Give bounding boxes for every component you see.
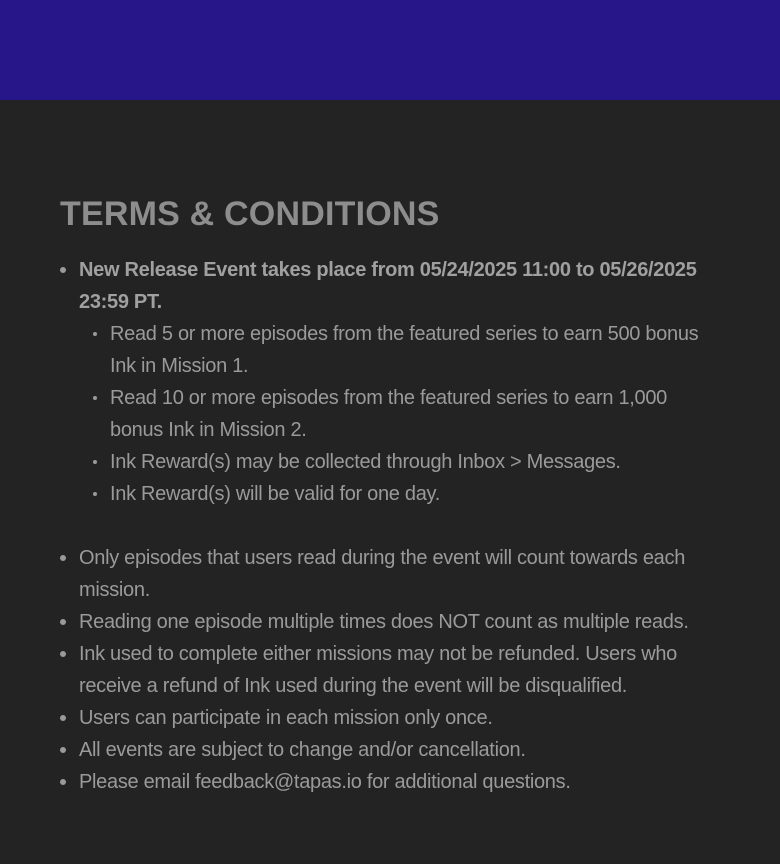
list-item-event xyxy=(60,254,720,542)
list-item: Ink used to complete either missions may not be refunded. Users who receive a refund of Ink used during the event will be disqualified. xyxy=(60,638,720,702)
sub-list-item: Ink Reward(s) may be collected through Inbox > Messages. xyxy=(79,446,720,478)
sub-list-item: Ink Reward(s) will be valid for one day. xyxy=(79,478,720,510)
list-item: Only episodes that users read during the event will count towards each mission. xyxy=(60,542,720,606)
terms-list xyxy=(60,254,720,798)
list-item: All events are subject to change and/or cancellation. xyxy=(60,734,720,766)
event-dates-text: New Release Event takes place from 05/24/2025 11:00 to 05/26/2025 23:59 PT. xyxy=(79,259,697,313)
spacer xyxy=(79,510,720,542)
top-banner xyxy=(0,0,780,100)
mission-sub-list xyxy=(79,318,720,510)
list-item: Please email feedback@tapas.io for additional questions. xyxy=(60,766,720,798)
sub-list-item: Read 5 or more episodes from the featured series to earn 500 bonus Ink in Mission 1. xyxy=(79,318,720,382)
sub-list-item: Read 10 or more episodes from the featured series to earn 1,000 bonus Ink in Mission 2. xyxy=(79,382,720,446)
terms-section xyxy=(0,194,780,798)
list-item: Reading one episode multiple times does NOT count as multiple reads. xyxy=(60,606,720,638)
terms-title: TERMS & CONDITIONS xyxy=(60,195,440,233)
list-item: Users can participate in each mission only once. xyxy=(60,702,720,734)
